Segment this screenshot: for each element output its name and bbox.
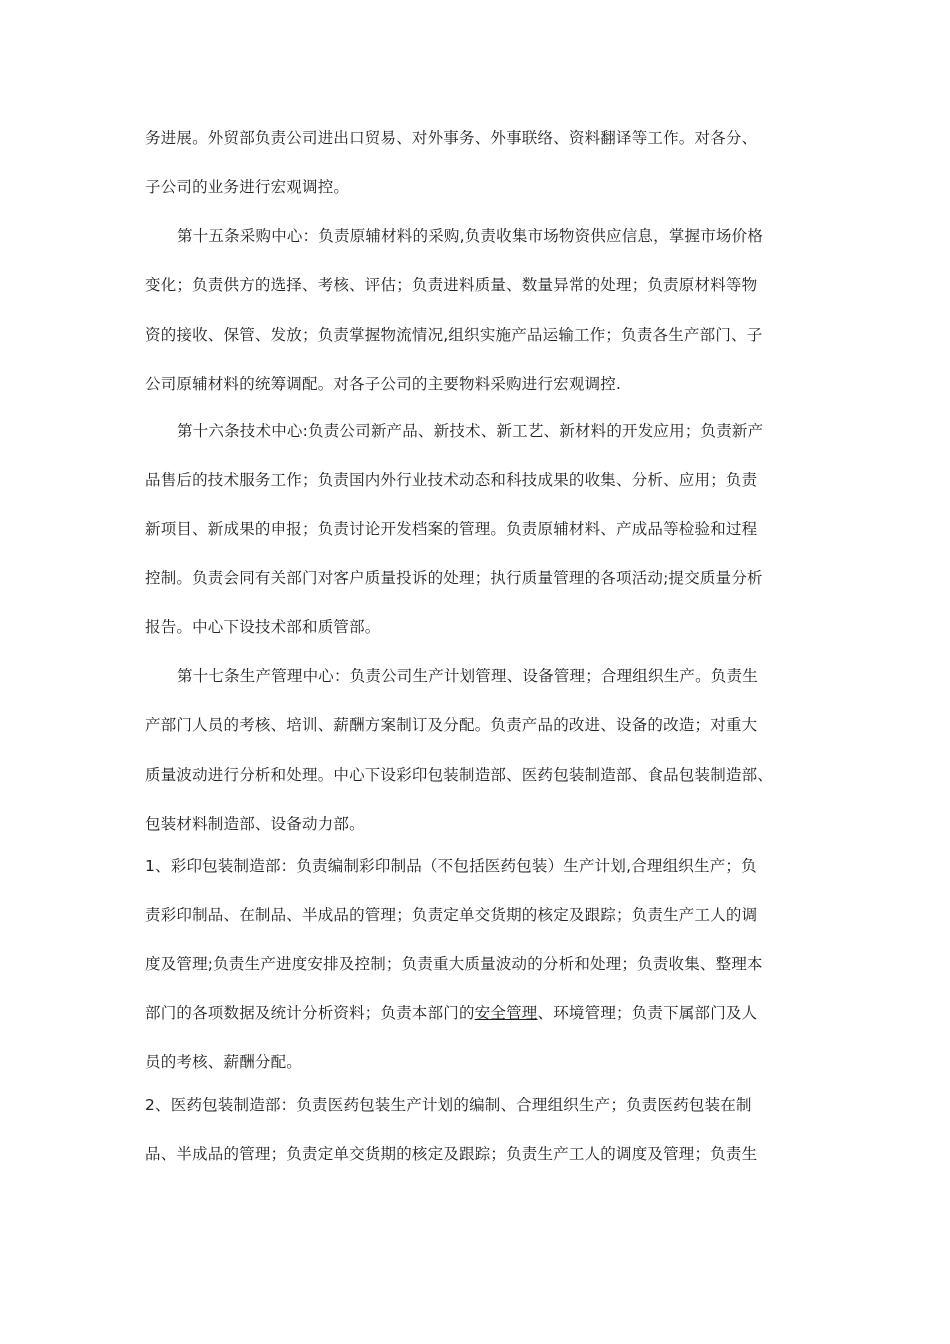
text-line: 子公司的业务进行宏观调控。 <box>145 178 350 196</box>
text-line: 度及管理;负责生产进度安排及控制；负责重大质量波动的分析和处理；负责收集、整理本 <box>145 955 763 973</box>
article-17-heading: 第十七条生产管理中心：负责公司生产计划管理、设备管理；合理组织生产。负责生 <box>177 667 758 685</box>
safety-management-link[interactable]: 安全管理 <box>474 1004 538 1022</box>
text-line: 责彩印制品、在制品、半成品的管理；负责定单交货期的核定及跟踪；负责生产工人的调 <box>145 906 758 924</box>
article-15-heading: 第十五条采购中心：负责原辅材料的采购,负责收集市场物资供应信息，掌握市场价格 <box>177 227 764 245</box>
text-line-with-link <box>145 1003 757 1023</box>
text-line: 品售后的技术服务工作；负责国内外行业技术动态和科技成果的收集、分析、应用；负责 <box>145 471 758 489</box>
text-segment: 、环境管理；负责下属部门及人 <box>537 1004 758 1022</box>
text-line: 新项目、新成果的申报；负责讨论开发档案的管理。负责原辅材料、产成品等检验和过程 <box>145 520 758 538</box>
text-line: 品、半成品的管理；负责定单交货期的核定及跟踪；负责生产工人的调度及管理；负责生 <box>145 1145 758 1163</box>
text-line: 资的接收、保管、发放；负责掌握物流情况,组织实施产品运输工作；负责各生产部门、子 <box>145 326 763 344</box>
text-line: 报告。中心下设技术部和质管部。 <box>145 618 381 636</box>
item-1-heading: 1、彩印包装制造部：负责编制彩印制品（不包括医药包装）生产计划,合理组织生产；负 <box>145 857 757 875</box>
text-line: 务进展。外贸部负责公司进出口贸易、对外事务、外事联络、资料翻译等工作。对各分、 <box>145 129 758 147</box>
text-line: 产部门人员的考核、培训、薪酬方案制订及分配。负责产品的改进、设备的改造；对重大 <box>145 716 758 734</box>
text-line: 公司原辅材料的统筹调配。对各子公司的主要物料采购进行宏观调控. <box>145 375 622 393</box>
text-segment: 部门的各项数据及统计分析资料；负责本部门的 <box>145 1004 475 1022</box>
text-line: 变化；负责供方的选择、考核、评估；负责进料质量、数量异常的处理；负责原材料等物 <box>145 276 758 294</box>
item-2-heading: 2、医药包装制造部：负责医药包装生产计划的编制、合理组织生产；负责医药包装在制 <box>145 1096 752 1114</box>
text-line: 员的考核、薪酬分配。 <box>145 1053 303 1071</box>
text-line: 质量波动进行分析和处理。中心下设彩印包装制造部、医药包装制造部、食品包装制造部、 <box>145 766 774 784</box>
text-line: 包装材料制造部、设备动力部。 <box>145 815 365 833</box>
article-16-heading: 第十六条技术中心:负责公司新产品、新技术、新工艺、新材料的开发应用；负责新产 <box>177 422 764 440</box>
text-line: 控制。负责会同有关部门对客户质量投诉的处理；执行质量管理的各项活动;提交质量分析 <box>145 569 763 587</box>
